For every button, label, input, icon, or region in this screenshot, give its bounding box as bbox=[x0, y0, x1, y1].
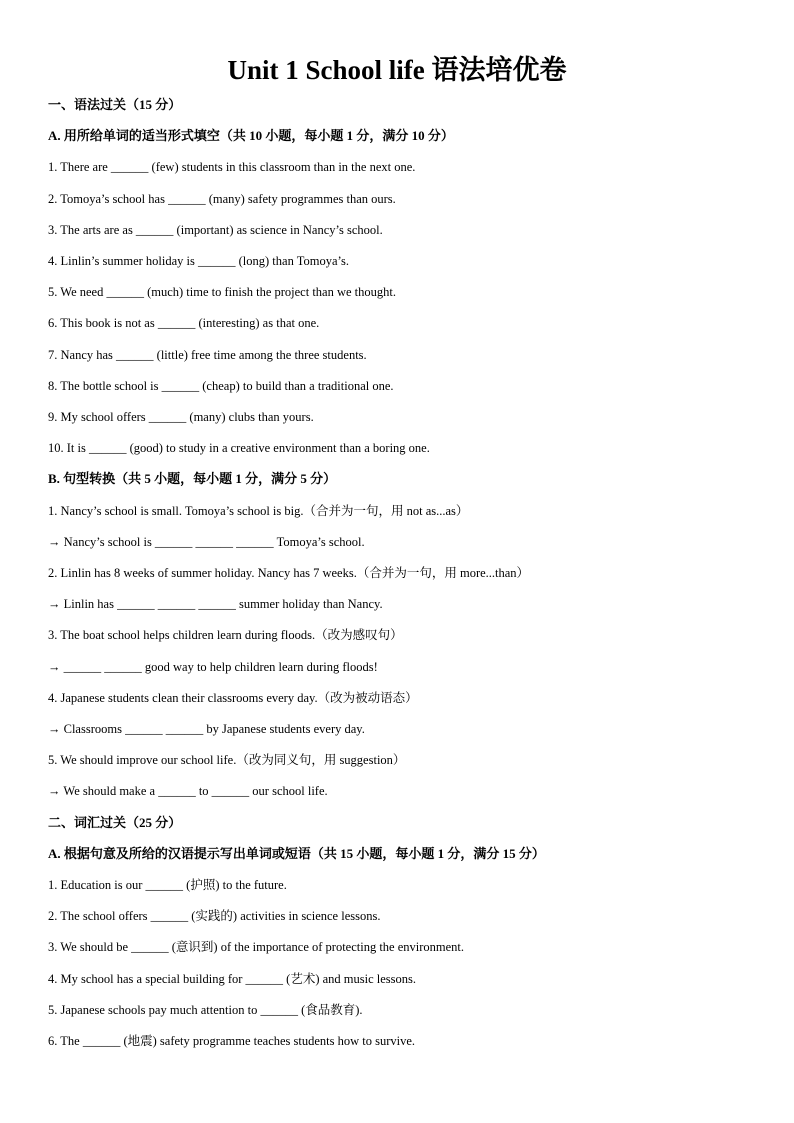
exercise-line: 6. The ______ (地震) safety programme teaches students how to survive. bbox=[48, 1034, 416, 1048]
exercise-line: → We should make a ______ to ______ our school life. bbox=[48, 784, 328, 799]
exercise-line: → ______ ______ good way to help children learn during floods! bbox=[48, 659, 378, 674]
section-heading: 一、语法过关（15 分） bbox=[48, 97, 182, 112]
exercise-line: 2. Tomoya’s school has ______ (many) safety programmes than ours. bbox=[48, 191, 396, 206]
exercise-line: → Linlin has ______ ______ ______ summer holiday than Nancy. bbox=[48, 597, 383, 612]
exercise-line: 10. It is ______ (good) to study in a creative environment than a boring one. bbox=[48, 441, 430, 456]
exercise-line: 2. Linlin has 8 weeks of summer holiday. Nancy has 7 weeks.（合并为一句，用 more...than） bbox=[48, 566, 530, 580]
exercise-line: 5. Japanese schools pay much attention to ______ (食品教育). bbox=[48, 1002, 363, 1017]
exercise-line: 4. My school has a special building for ______ (艺术) and music lessons. bbox=[48, 971, 417, 986]
section-heading: A. 用所给单词的适当形式填空（共 10 小题，每小题 1 分，满分 10 分） bbox=[48, 128, 454, 144]
exercise-line: 3. The boat school helps children learn during floods.（改为感叹句） bbox=[48, 628, 403, 643]
exercise-line: 4. Linlin’s summer holiday is ______ (long) than Tomoya’s. bbox=[48, 254, 349, 268]
section-heading: 二、词汇过关（25 分） bbox=[48, 814, 182, 830]
exercise-line: 6. This book is not as ______ (interesting) as that one. bbox=[48, 316, 320, 331]
exercise-line: → Classrooms ______ ______ by Japanese students every day. bbox=[48, 722, 365, 736]
exercise-line: 5. We should improve our school life.（改为同义句，用 suggestion） bbox=[48, 753, 406, 768]
exercise-line: 5. We need ______ (much) time to finish the project than we thought. bbox=[48, 285, 396, 300]
exercise-line: 1. Nancy’s school is small. Tomoya’s school is big.（合并为一句，用 not as...as） bbox=[48, 503, 469, 518]
exercise-line: 3. The arts are as ______ (important) as science in Nancy’s school. bbox=[48, 222, 383, 237]
exercise-line: 3. We should be ______ (意识到) of the importance of protecting the environment. bbox=[48, 940, 465, 955]
exercise-line: 7. Nancy has ______ (little) free time among the three students. bbox=[48, 347, 367, 362]
exercise-line: 8. The bottle school is ______ (cheap) to build than a traditional one. bbox=[48, 378, 394, 393]
exercise-line: 4. Japanese students clean their classrooms every day.（改为被动语态） bbox=[48, 690, 418, 705]
exercise-line: → Nancy’s school is ______ ______ ______ Tomoya’s school. bbox=[48, 534, 365, 549]
exercise-line: 2. The school offers ______ (实践的) activities in science lessons. bbox=[48, 909, 381, 924]
page-title: Unit 1 School life 语法培优卷 bbox=[227, 55, 567, 85]
exercise-line: 9. My school offers ______ (many) clubs than yours. bbox=[48, 410, 314, 424]
exercise-line: 1. There are ______ (few) students in this classroom than in the next one. bbox=[48, 160, 416, 175]
exercise-line: 1. Education is our ______ (护照) to the future. bbox=[48, 878, 287, 892]
section-heading: B. 句型转换（共 5 小题，每小题 1 分，满分 5 分） bbox=[48, 471, 337, 487]
section-heading: A. 根据句意及所给的汉语提示写出单词或短语（共 15 小题，每小题 1 分，满分 15 分） bbox=[48, 845, 545, 861]
